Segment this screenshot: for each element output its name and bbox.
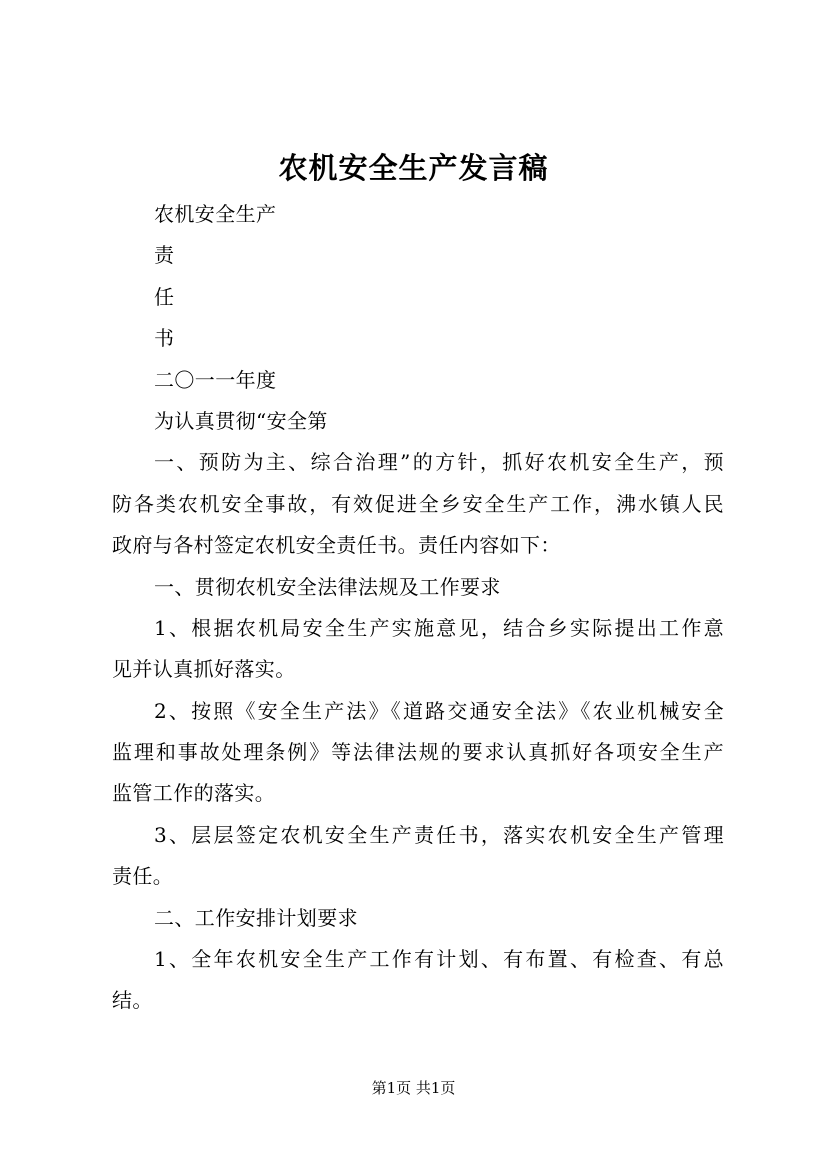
body-line: 二〇一一年度 (154, 367, 277, 392)
body-line: 任 (154, 284, 175, 309)
body-line: 2、按照《安全生产法》《道路交通安全法》《农业机械安全 (154, 698, 724, 723)
body-line: 结。 (112, 988, 153, 1013)
body-line: 防各类农机安全事故，有效促进全乡安全生产工作，沸水镇人民 (112, 491, 724, 516)
body-line: 一、贯彻农机安全法律法规及工作要求 (154, 574, 501, 599)
body-line: 见并认真抓好落实。 (112, 657, 296, 682)
document-body (112, 194, 724, 1022)
body-line: 监管工作的落实。 (112, 781, 276, 806)
body-line: 1、根据农机局安全生产实施意见，结合乡实际提出工作意 (154, 615, 724, 640)
body-line: 监理和事故处理条例》等法律法规的要求认真抓好各项安全生产 (112, 740, 724, 765)
body-line: 政府与各村签定农机安全责任书。责任内容如下： (112, 533, 561, 558)
body-line: 责任。 (112, 864, 174, 889)
body-line: 为认真贯彻“安全第 (154, 408, 328, 433)
body-line: 农机安全生产 (154, 202, 277, 226)
body-line: 二、工作安排计划要求 (154, 905, 358, 930)
body-line: 一、预防为主、综合治理”的方针，抓好农机安全生产，预 (154, 450, 724, 475)
body-line: 书 (154, 326, 175, 351)
body-line: 3、层层签定农机安全生产责任书，落实农机安全生产管理 (154, 822, 724, 847)
body-line: 1、全年农机安全生产工作有计划、有布置、有检查、有总 (154, 947, 724, 972)
page-title: 农机安全生产发言稿 (278, 151, 549, 185)
page-footer: 第1页 共1页 (371, 1079, 456, 1097)
body-line: 责 (154, 243, 175, 268)
